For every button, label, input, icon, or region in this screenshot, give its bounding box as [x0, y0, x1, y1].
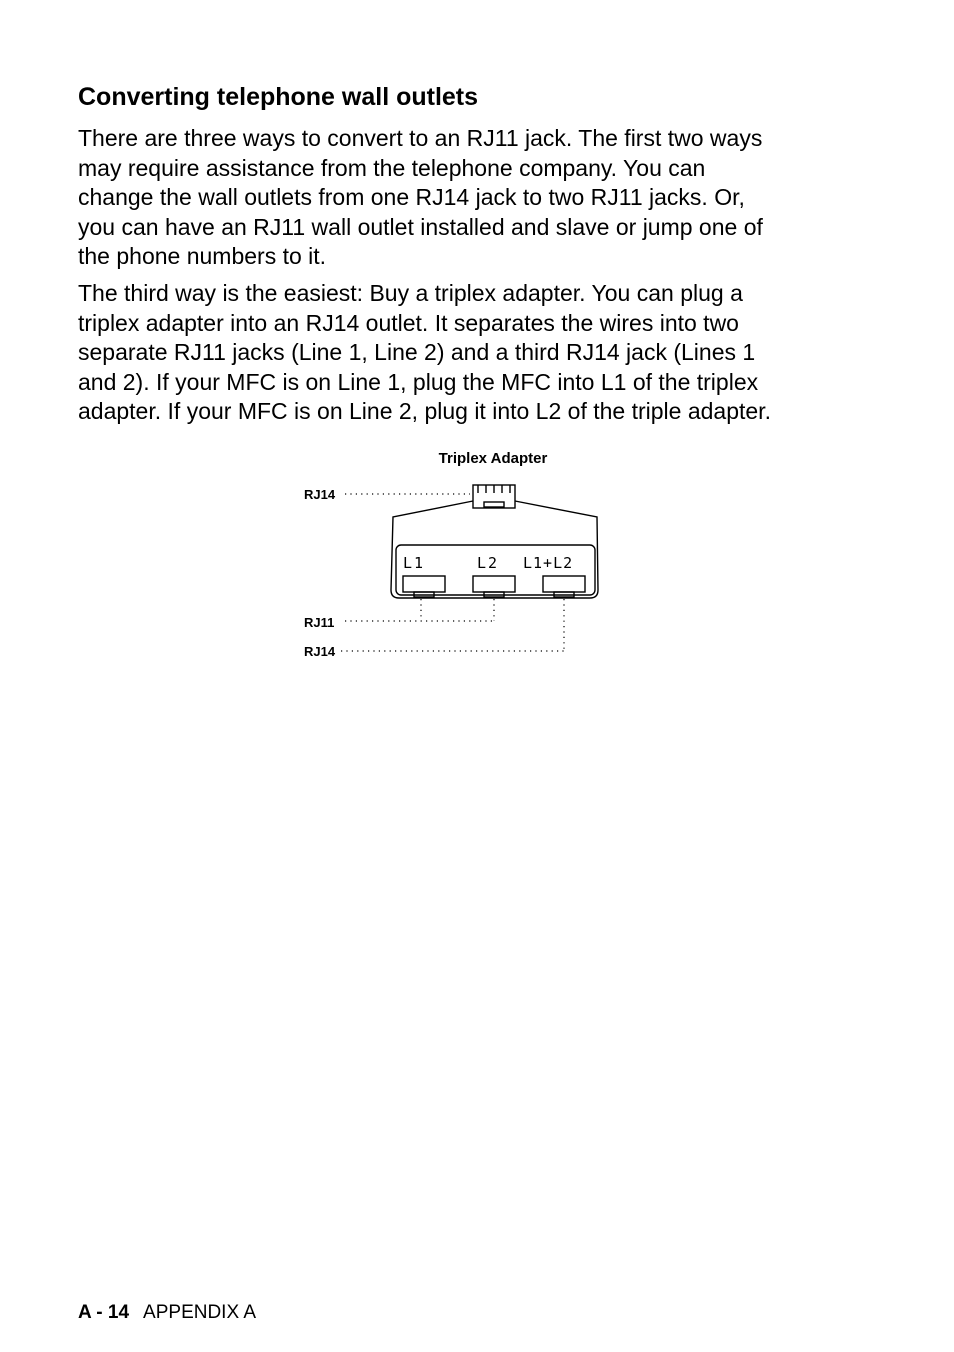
text-line: adapter. If your MFC is on Line 2, plug it into L2 of the triple adapter.: [78, 398, 771, 424]
adapter-body: [391, 501, 598, 598]
label-rj11: RJ11: [304, 615, 335, 630]
jack-label-l2: L2: [477, 554, 500, 572]
jack-l1l2: [543, 576, 585, 592]
jack-l2: [473, 576, 515, 592]
text-line: triplex adapter into an RJ14 outlet. It separates the wires into two: [78, 309, 739, 336]
page-footer: [78, 1301, 256, 1325]
page-number: A - 14: [78, 1302, 130, 1323]
diagram-title: Triplex Adapter: [438, 450, 548, 467]
section-heading: Converting telephone wall outlets: [78, 83, 479, 111]
text-line: There are three ways to convert to an RJ11 jack. The first two ways: [78, 125, 763, 151]
label-rj14-top: RJ14: [304, 487, 336, 502]
label-rj14-bottom: RJ14: [304, 644, 336, 659]
triplex-adapter-diagram: [290, 440, 630, 680]
text-line: may require assistance from the telephone company. You can: [78, 154, 706, 181]
text-line: separate RJ11 jacks (Line 1, Line 2) and a third RJ14 jack (Lines 1: [78, 339, 756, 365]
text-line: The third way is the easiest: Buy a triplex adapter. You can plug a: [78, 280, 743, 306]
text-line: and 2). If your MFC is on Line 1, plug the MFC into L1 of the triplex: [78, 368, 759, 395]
jack-label-l1: L1: [403, 554, 426, 572]
footer-section: APPENDIX A: [143, 1302, 257, 1323]
jack-l1: [403, 576, 445, 592]
text-line: you can have an RJ11 wall outlet installed and slave or jump one of: [78, 213, 763, 240]
jack-label-l1l2: L1+L2: [523, 554, 574, 572]
paragraph-triplex: [78, 279, 868, 427]
paragraph-intro: [78, 124, 868, 272]
text-line: change the wall outlets from one RJ14 jack to two RJ11 jacks. Or,: [78, 184, 745, 210]
text-line: the phone numbers to it.: [78, 243, 327, 269]
